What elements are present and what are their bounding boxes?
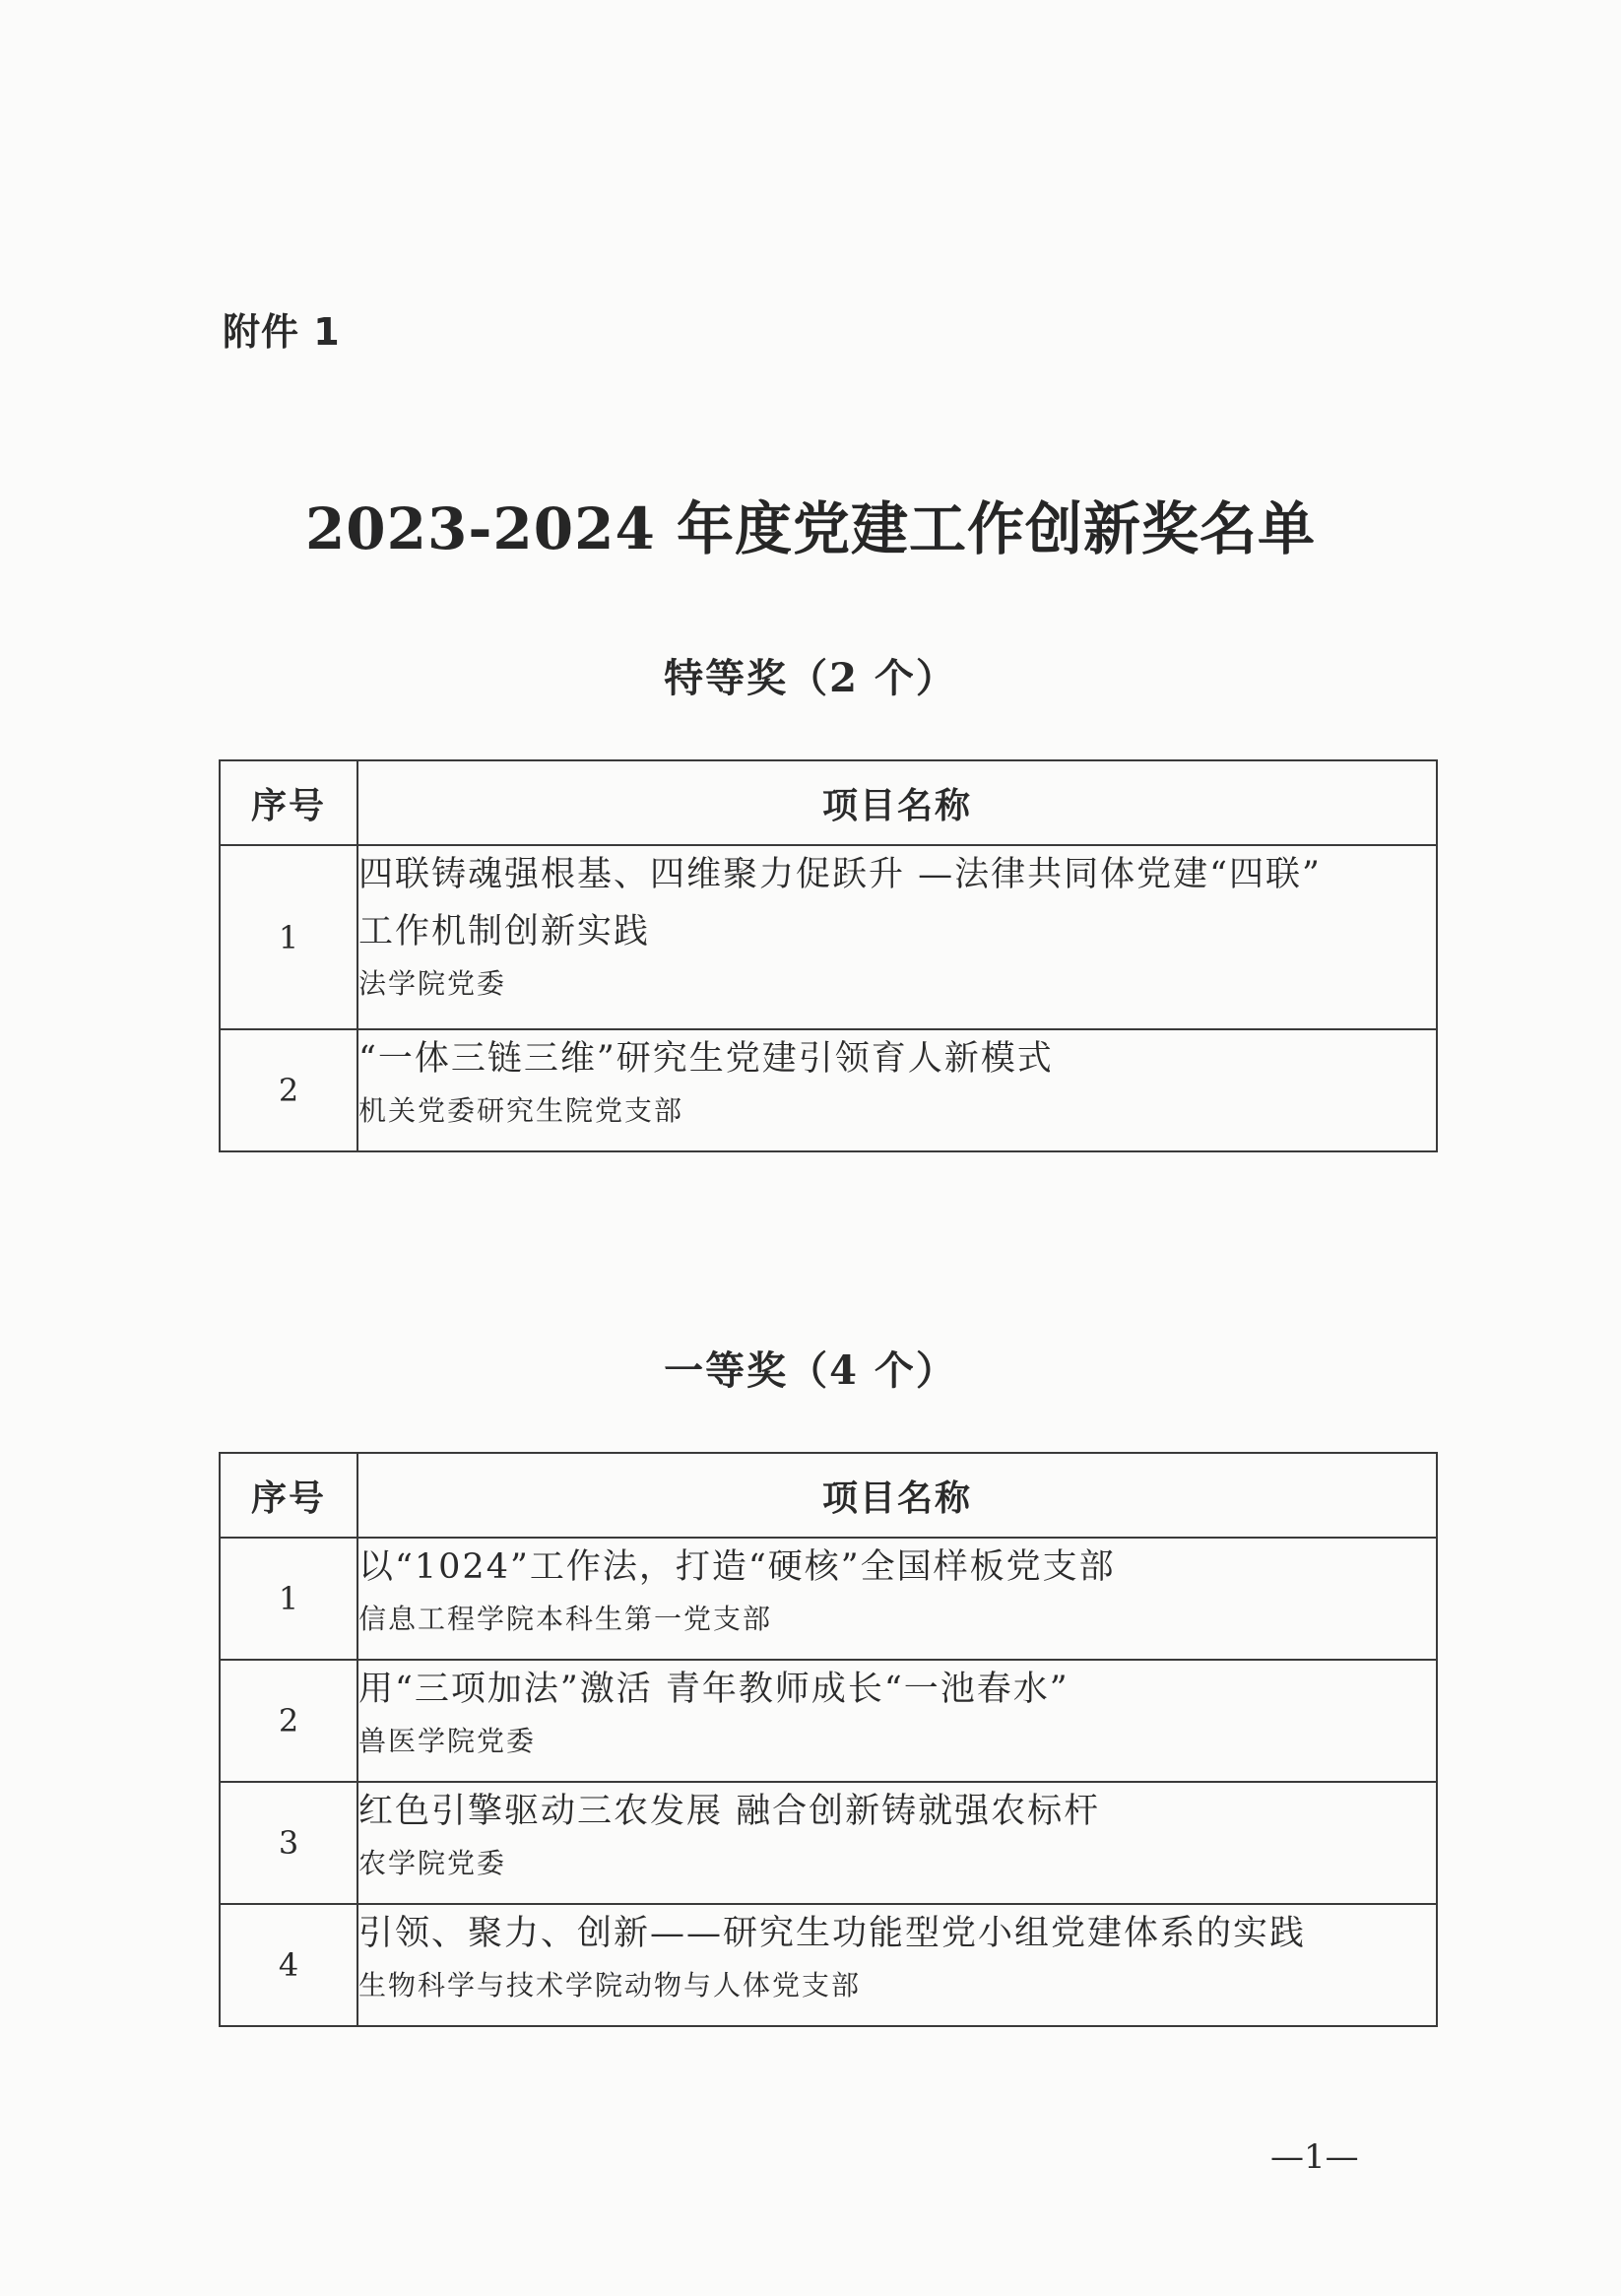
section-title-special-prize: 特等奖（2 个） (664, 655, 957, 701)
row-project (357, 1029, 1437, 1151)
project-name-line: 引领、聚力、创新——研究生功能型党小组党建体系的实践 (358, 1914, 1307, 1953)
table-header-row (220, 1453, 1437, 1538)
project-organization: 农学院党委 (358, 1847, 507, 1879)
project-name-line: 用“三项加法”激活 青年教师成长“一池春水” (358, 1670, 1070, 1709)
section-title-first-prize: 一等奖（4 个） (664, 1347, 957, 1394)
document-title: 2023-2024 年度党建工作创新奖名单 (304, 495, 1317, 562)
project-organization: 法学院党委 (358, 967, 507, 1000)
row-number: 2 (220, 1029, 357, 1151)
row-project (357, 1904, 1437, 2026)
header-project-name: 项目名称 (357, 760, 1437, 845)
row-number: 1 (220, 845, 357, 1029)
project-name-line: 工作机制创新实践 (358, 912, 651, 951)
row-project (357, 1538, 1437, 1660)
row-number: 3 (220, 1782, 357, 1904)
project-organization: 信息工程学院本科生第一党支部 (358, 1603, 773, 1635)
first-prize-table (219, 1452, 1438, 2027)
table-row (220, 845, 1437, 1029)
project-name-line: 以“1024”工作法，打造“硬核”全国样板党支部 (358, 1547, 1116, 1587)
row-project (357, 1782, 1437, 1904)
project-name-line: “一体三链三维”研究生党建引领育人新模式 (358, 1039, 1054, 1079)
row-project (357, 845, 1437, 1029)
row-number: 4 (220, 1904, 357, 2026)
header-project-name: 项目名称 (357, 1453, 1437, 1538)
table-row (220, 1029, 1437, 1151)
table-header-row (220, 760, 1437, 845)
project-name-line: 四联铸魂强根基、四维聚力促跃升 —法律共同体党建“四联” (358, 855, 1322, 894)
attachment-label: 附件 1 (223, 310, 341, 354)
table-row (220, 1782, 1437, 1904)
table-row (220, 1538, 1437, 1660)
project-organization: 机关党委研究生院党支部 (358, 1094, 684, 1127)
header-serial-number: 序号 (220, 1453, 357, 1538)
project-organization: 兽医学院党委 (358, 1725, 537, 1757)
header-serial-number: 序号 (220, 760, 357, 845)
table-row (220, 1904, 1437, 2026)
row-number: 2 (220, 1660, 357, 1782)
special-prize-table (219, 759, 1438, 1152)
project-name-line: 红色引擎驱动三农发展 融合创新铸就强农标杆 (358, 1792, 1101, 1831)
row-project (357, 1660, 1437, 1782)
page-number: —1— (1270, 2137, 1359, 2177)
row-number: 1 (220, 1538, 357, 1660)
table-row (220, 1660, 1437, 1782)
project-organization: 生物科学与技术学院动物与人体党支部 (358, 1969, 862, 2001)
